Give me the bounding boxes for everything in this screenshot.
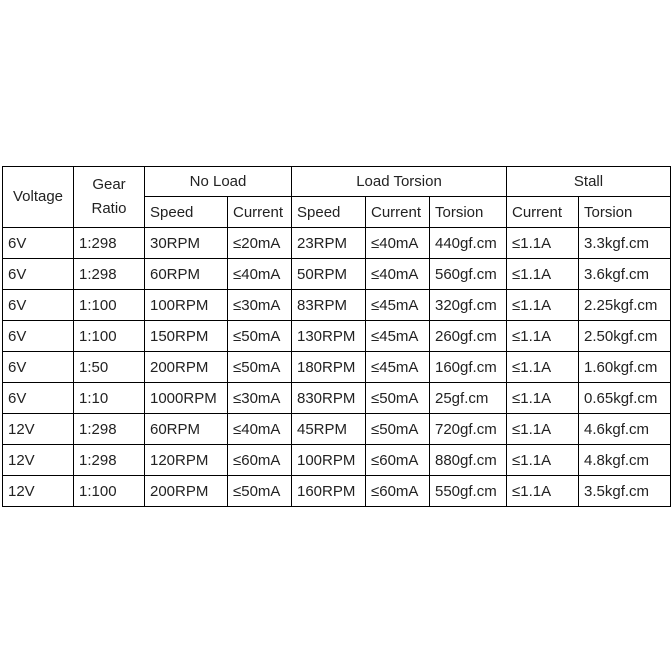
cell-no-load-current: ≤50mA bbox=[228, 476, 292, 507]
table-header bbox=[3, 167, 671, 228]
cell-voltage: 6V bbox=[3, 259, 74, 290]
cell-gear-ratio: 1:298 bbox=[74, 228, 145, 259]
cell-load-speed: 83RPM bbox=[292, 290, 366, 321]
header-gear-ratio: Gear Ratio bbox=[74, 167, 145, 228]
cell-load-torsion: 320gf.cm bbox=[430, 290, 507, 321]
cell-no-load-current: ≤60mA bbox=[228, 445, 292, 476]
cell-no-load-current: ≤20mA bbox=[228, 228, 292, 259]
cell-gear-ratio: 1:298 bbox=[74, 414, 145, 445]
table-row bbox=[3, 445, 671, 476]
cell-stall-current: ≤1.1A bbox=[507, 383, 579, 414]
cell-load-torsion: 550gf.cm bbox=[430, 476, 507, 507]
cell-stall-current: ≤1.1A bbox=[507, 290, 579, 321]
cell-load-current: ≤50mA bbox=[366, 414, 430, 445]
cell-stall-torsion: 2.25kgf.cm bbox=[579, 290, 671, 321]
table-body bbox=[3, 228, 671, 507]
cell-stall-torsion: 3.5kgf.cm bbox=[579, 476, 671, 507]
cell-voltage: 6V bbox=[3, 352, 74, 383]
cell-load-torsion: 720gf.cm bbox=[430, 414, 507, 445]
header-stall-torsion: Torsion bbox=[579, 197, 671, 228]
cell-stall-torsion: 4.6kgf.cm bbox=[579, 414, 671, 445]
cell-load-current: ≤40mA bbox=[366, 228, 430, 259]
cell-voltage: 12V bbox=[3, 414, 74, 445]
cell-no-load-speed: 100RPM bbox=[145, 290, 228, 321]
cell-no-load-current: ≤40mA bbox=[228, 414, 292, 445]
cell-stall-torsion: 1.60kgf.cm bbox=[579, 352, 671, 383]
header-no-load-speed: Speed bbox=[145, 197, 228, 228]
cell-load-torsion: 440gf.cm bbox=[430, 228, 507, 259]
header-voltage: Voltage bbox=[3, 167, 74, 228]
cell-load-current: ≤40mA bbox=[366, 259, 430, 290]
table-row bbox=[3, 383, 671, 414]
cell-no-load-speed: 60RPM bbox=[145, 259, 228, 290]
cell-gear-ratio: 1:100 bbox=[74, 476, 145, 507]
cell-stall-current: ≤1.1A bbox=[507, 476, 579, 507]
cell-gear-ratio: 1:10 bbox=[74, 383, 145, 414]
cell-load-speed: 50RPM bbox=[292, 259, 366, 290]
cell-stall-torsion: 3.6kgf.cm bbox=[579, 259, 671, 290]
cell-voltage: 12V bbox=[3, 476, 74, 507]
cell-load-speed: 180RPM bbox=[292, 352, 366, 383]
header-load-current: Current bbox=[366, 197, 430, 228]
cell-stall-torsion: 0.65kgf.cm bbox=[579, 383, 671, 414]
cell-no-load-speed: 150RPM bbox=[145, 321, 228, 352]
header-row-groups bbox=[3, 167, 671, 197]
cell-load-speed: 830RPM bbox=[292, 383, 366, 414]
cell-stall-torsion: 3.3kgf.cm bbox=[579, 228, 671, 259]
cell-no-load-current: ≤50mA bbox=[228, 321, 292, 352]
table-row bbox=[3, 290, 671, 321]
cell-no-load-speed: 60RPM bbox=[145, 414, 228, 445]
cell-stall-current: ≤1.1A bbox=[507, 259, 579, 290]
cell-stall-current: ≤1.1A bbox=[507, 445, 579, 476]
table-row bbox=[3, 228, 671, 259]
table-row bbox=[3, 414, 671, 445]
header-load-torsion: Load Torsion bbox=[292, 167, 507, 197]
cell-no-load-speed: 200RPM bbox=[145, 352, 228, 383]
cell-voltage: 6V bbox=[3, 290, 74, 321]
cell-load-current: ≤60mA bbox=[366, 445, 430, 476]
table-row bbox=[3, 321, 671, 352]
header-no-load: No Load bbox=[145, 167, 292, 197]
cell-gear-ratio: 1:100 bbox=[74, 290, 145, 321]
cell-gear-ratio: 1:50 bbox=[74, 352, 145, 383]
table-row bbox=[3, 259, 671, 290]
motor-spec-table bbox=[2, 166, 671, 507]
table-row bbox=[3, 352, 671, 383]
header-load-torsion-value: Torsion bbox=[430, 197, 507, 228]
cell-no-load-speed: 200RPM bbox=[145, 476, 228, 507]
cell-load-current: ≤45mA bbox=[366, 321, 430, 352]
cell-voltage: 12V bbox=[3, 445, 74, 476]
cell-voltage: 6V bbox=[3, 383, 74, 414]
cell-stall-current: ≤1.1A bbox=[507, 352, 579, 383]
cell-load-speed: 23RPM bbox=[292, 228, 366, 259]
cell-no-load-current: ≤50mA bbox=[228, 352, 292, 383]
cell-load-torsion: 560gf.cm bbox=[430, 259, 507, 290]
cell-load-current: ≤60mA bbox=[366, 476, 430, 507]
cell-gear-ratio: 1:298 bbox=[74, 259, 145, 290]
cell-load-current: ≤50mA bbox=[366, 383, 430, 414]
cell-load-current: ≤45mA bbox=[366, 352, 430, 383]
header-stall: Stall bbox=[507, 167, 671, 197]
header-stall-current: Current bbox=[507, 197, 579, 228]
cell-stall-current: ≤1.1A bbox=[507, 228, 579, 259]
cell-stall-torsion: 2.50kgf.cm bbox=[579, 321, 671, 352]
header-load-speed: Speed bbox=[292, 197, 366, 228]
cell-no-load-current: ≤30mA bbox=[228, 290, 292, 321]
cell-no-load-current: ≤30mA bbox=[228, 383, 292, 414]
cell-load-current: ≤45mA bbox=[366, 290, 430, 321]
cell-load-torsion: 880gf.cm bbox=[430, 445, 507, 476]
cell-gear-ratio: 1:298 bbox=[74, 445, 145, 476]
cell-no-load-speed: 120RPM bbox=[145, 445, 228, 476]
cell-stall-current: ≤1.1A bbox=[507, 414, 579, 445]
cell-voltage: 6V bbox=[3, 321, 74, 352]
cell-load-torsion: 25gf.cm bbox=[430, 383, 507, 414]
cell-no-load-current: ≤40mA bbox=[228, 259, 292, 290]
cell-load-speed: 160RPM bbox=[292, 476, 366, 507]
cell-gear-ratio: 1:100 bbox=[74, 321, 145, 352]
cell-load-torsion: 160gf.cm bbox=[430, 352, 507, 383]
cell-load-speed: 100RPM bbox=[292, 445, 366, 476]
cell-load-torsion: 260gf.cm bbox=[430, 321, 507, 352]
header-no-load-current: Current bbox=[228, 197, 292, 228]
cell-stall-torsion: 4.8kgf.cm bbox=[579, 445, 671, 476]
cell-no-load-speed: 1000RPM bbox=[145, 383, 228, 414]
cell-load-speed: 45RPM bbox=[292, 414, 366, 445]
table-row bbox=[3, 476, 671, 507]
cell-no-load-speed: 30RPM bbox=[145, 228, 228, 259]
cell-voltage: 6V bbox=[3, 228, 74, 259]
cell-stall-current: ≤1.1A bbox=[507, 321, 579, 352]
cell-load-speed: 130RPM bbox=[292, 321, 366, 352]
